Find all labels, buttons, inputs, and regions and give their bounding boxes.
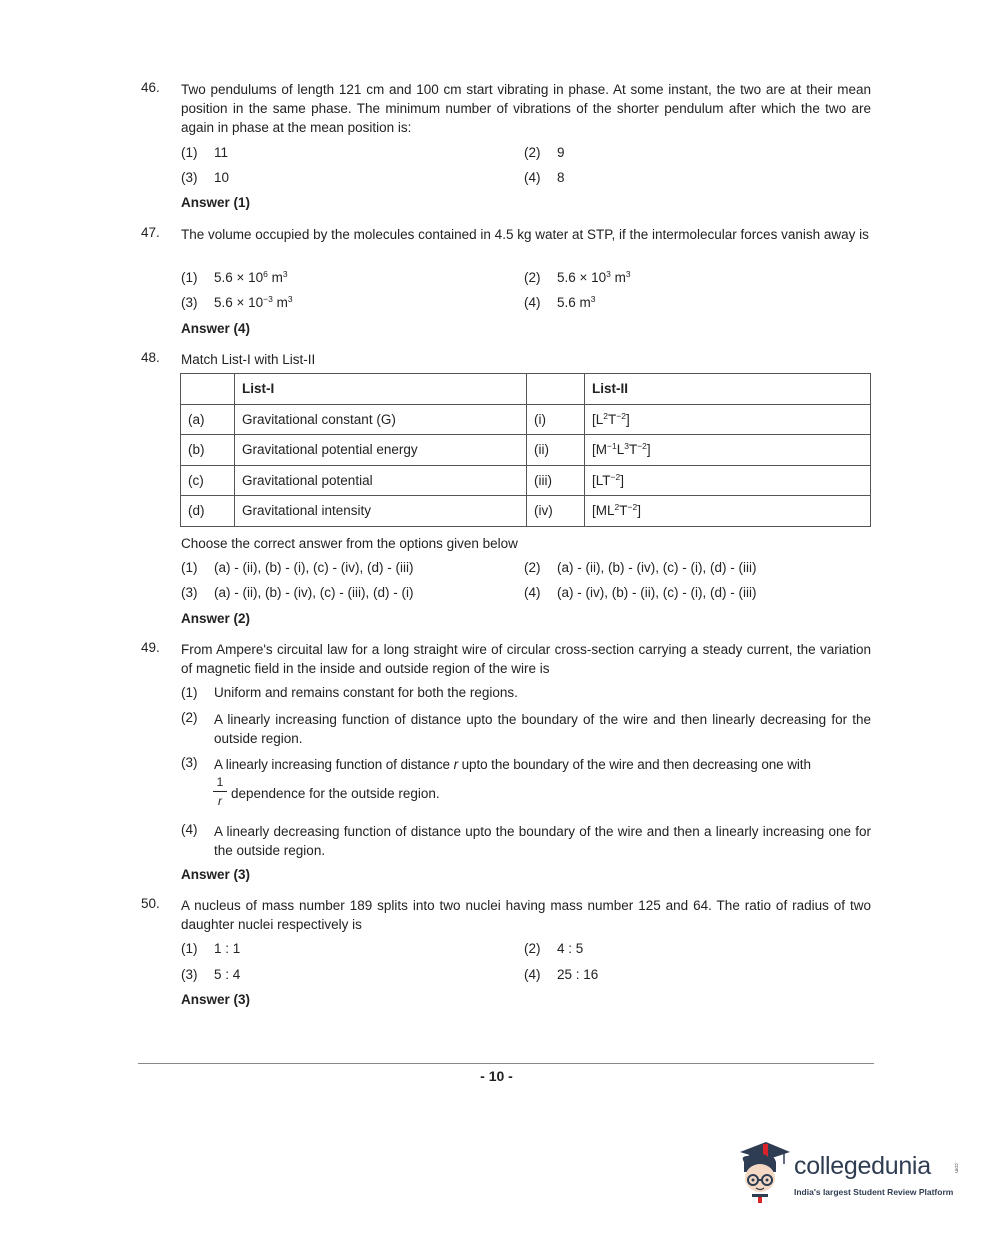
option-1: (1) 1 : 1	[181, 941, 241, 956]
option-4: (4) 5.6 $m^3$	[524, 294, 596, 310]
question-text: Two pendulums of length 121 cm and 100 cm start vibrating in phase. At some instant, the two are at their mean position in the same phase. The minimum number of vibrations of the shorter pendulum after which the two are again in phase at the mean position is:	[181, 82, 871, 135]
option-4: (4) 8	[524, 170, 565, 185]
page-number: - 10 -	[480, 1068, 513, 1084]
match-table	[180, 373, 871, 527]
list1-item: Gravitational constant (G)	[235, 404, 527, 435]
answer: Answer (1)	[181, 195, 251, 210]
option-3: (3) 5 : 4	[181, 967, 241, 982]
option-3: (3) $5.6 \times 10^{-3}$ $m^3$	[181, 294, 293, 310]
logo-tagline: India's largest Student Review Platform	[794, 1187, 954, 1197]
header-list-2: List-II	[585, 374, 871, 405]
option-2: (2) A linearly increasing function of distance upto the boundary of the wire and then linearly decreasing for the outside region.	[181, 710, 871, 746]
list2-label: (ii)	[527, 435, 585, 466]
list2-dimension: $[LT^{-2}]$	[585, 465, 871, 496]
header-list-1: List-I	[235, 374, 527, 405]
list2-label: (iii)	[527, 465, 585, 496]
fraction-1-over-r: 1 r	[213, 775, 227, 808]
collegedunia-logo	[734, 1138, 964, 1208]
list1-item: Gravitational intensity	[235, 496, 527, 527]
question-number: 46.	[141, 80, 160, 95]
list2-dimension: $[ML^2T^{-2}]$	[585, 496, 871, 527]
table-header-row	[181, 374, 871, 405]
option-4: (4) (a) - (iv), (b) - (ii), (c) - (i), (d) - (iii)	[524, 585, 757, 600]
question-text: A nucleus of mass number 189 splits into two nuclei having mass number 125 and 64. The ratio of radius of two daughter nuclei respectively is	[181, 898, 871, 932]
list2-label: (iv)	[527, 496, 585, 527]
option-2: (2) (a) - (ii), (b) - (iv), (c) - (i), (d) - (iii)	[524, 560, 757, 575]
option-2: (2) $5.6 \times 10^3$ $m^3$	[524, 269, 631, 285]
logo-wordmark: collegedunia	[794, 1152, 931, 1180]
list1-item: Gravitational potential	[235, 465, 527, 496]
table-row	[181, 404, 871, 435]
question-number: 47.	[141, 225, 160, 240]
option-2: (2) 4 : 5	[524, 941, 584, 956]
list1-label: (c)	[181, 465, 235, 496]
answer: Answer (3)	[181, 992, 251, 1007]
instruction-text: Choose the correct answer from the options given below	[181, 536, 518, 551]
footer-divider	[138, 1063, 874, 1064]
option-4: (4) A linearly decreasing function of distance upto the boundary of the wire and then a linearly increasing one for the outside region.	[181, 822, 871, 858]
question-text: The volume occupied by the molecules contained in 4.5 kg water at STP, if the intermolecular forces vanish away is	[181, 227, 869, 242]
list2-label: (i)	[527, 404, 585, 435]
option-4: (4) 25 : 16	[524, 967, 599, 982]
answer: Answer (2)	[181, 611, 251, 626]
table-row	[181, 465, 871, 496]
option-1: (1) $5.6 \times 10^6$ $m^3$	[181, 269, 288, 285]
list1-item: Gravitational potential energy	[235, 435, 527, 466]
list1-label: (a)	[181, 404, 235, 435]
mascot-icon	[734, 1138, 794, 1208]
answer: Answer (3)	[181, 867, 251, 882]
option-2: (2) 9	[524, 145, 565, 160]
option-3: (3) (a) - (ii), (b) - (iv), (c) - (iii), (d) - (i)	[181, 585, 414, 600]
answer: Answer (4)	[181, 321, 251, 336]
option-1: (1) (a) - (ii), (b) - (i), (c) - (iv), (d) - (iii)	[181, 560, 414, 575]
option-1: (1) 11	[181, 145, 229, 160]
header-blank-cell	[527, 374, 585, 405]
list1-label: (b)	[181, 435, 235, 466]
option-3: (3) A linearly increasing function of distance r upto the boundary of the wire and then decreasing one with	[181, 755, 811, 772]
table-row	[181, 496, 871, 527]
list2-dimension: $[L^2T^{-2}]$	[585, 404, 871, 435]
header-blank-cell	[181, 374, 235, 405]
option-3-line2: dependence for the outside region.	[231, 786, 440, 801]
list1-label: (d)	[181, 496, 235, 527]
question-number: 50.	[141, 896, 160, 911]
question-text: From Ampere's circuital law for a long straight wire of circular cross-section carrying a steady current, the variation of magnetic field in the inside and outside region of the wire is	[181, 642, 871, 676]
table-row	[181, 435, 871, 466]
question-number: 48.	[141, 350, 160, 365]
option-1: (1) Uniform and remains constant for both the regions.	[181, 685, 518, 700]
question-number: 49.	[141, 640, 160, 655]
list2-dimension: $[M^{-1}L^3T^{-2}]$	[585, 435, 871, 466]
logo-suffix: .com	[953, 1162, 959, 1173]
question-text: Match List-I with List-II	[181, 352, 316, 367]
option-3: (3) 10	[181, 170, 230, 185]
